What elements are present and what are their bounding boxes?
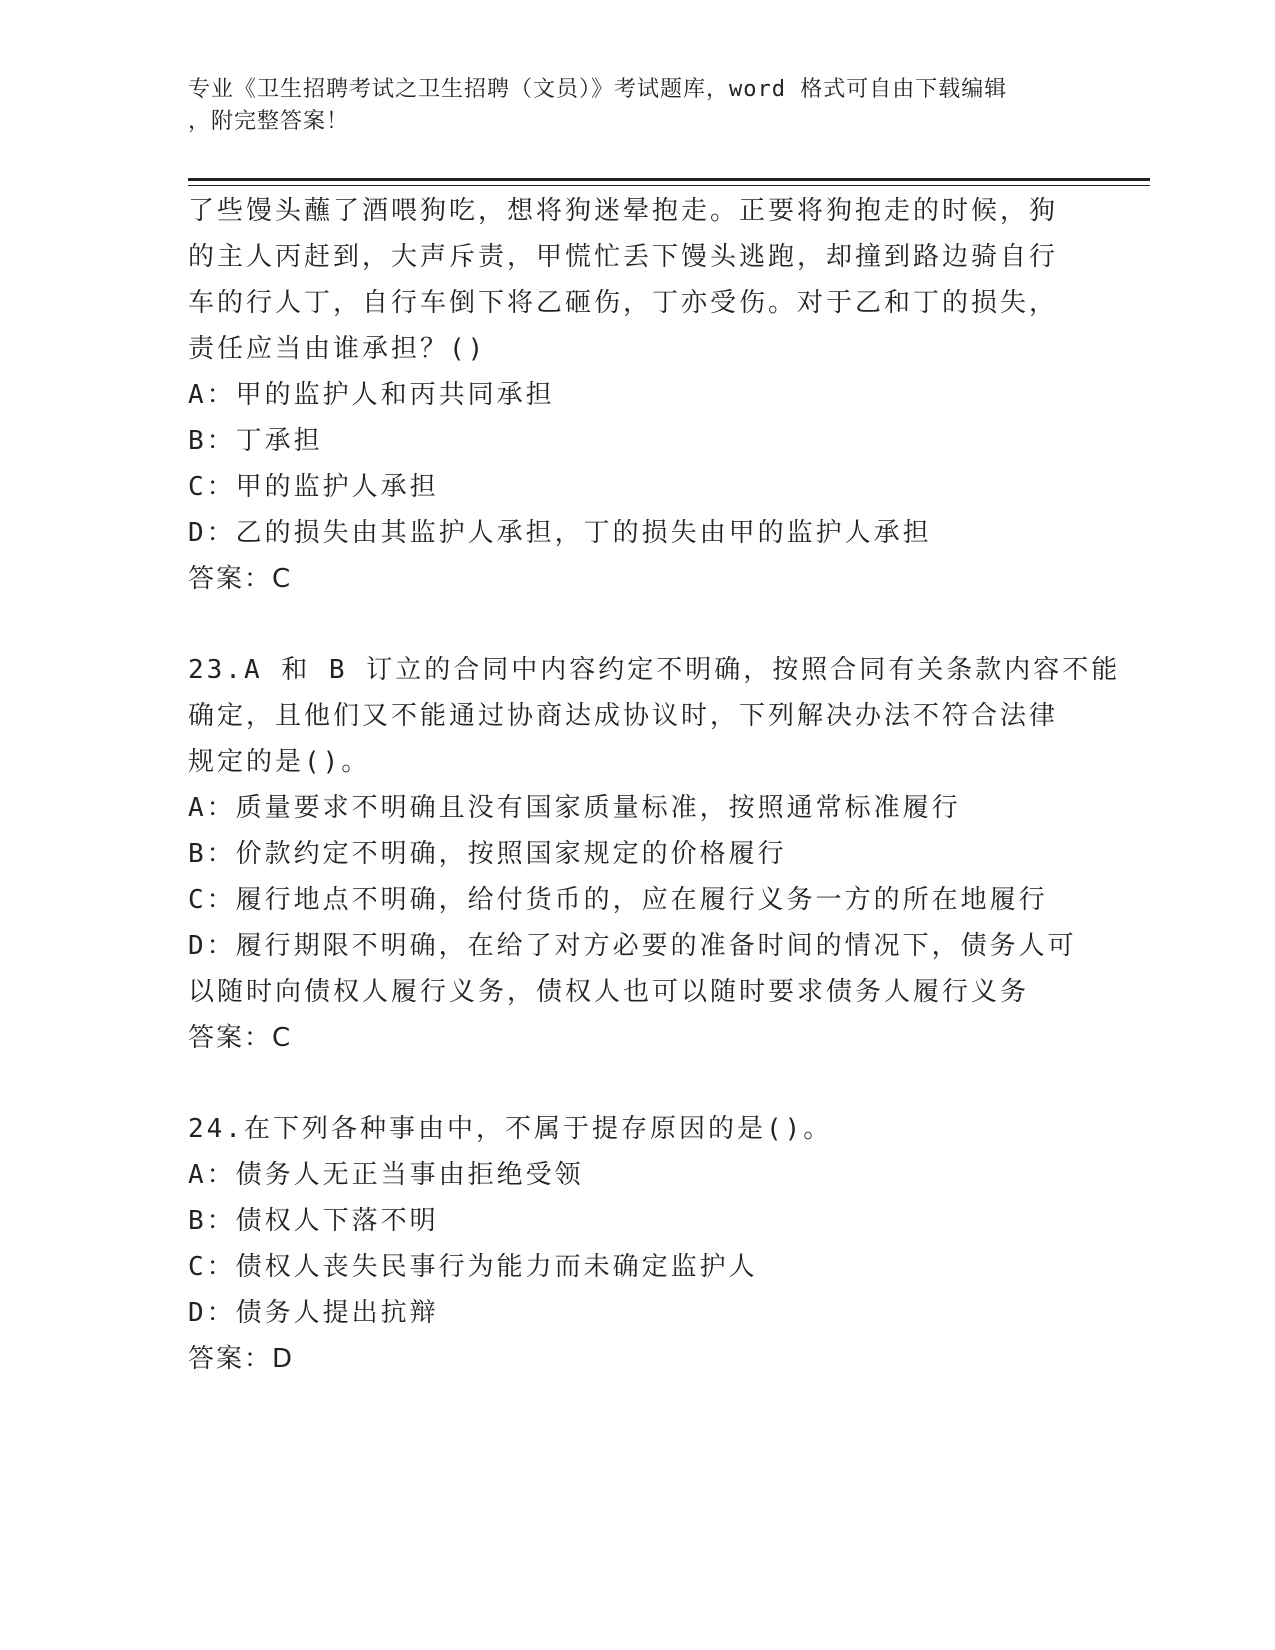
option-d: D：履行期限不明确，在给了对方必要的准备时间的情况下，债务人可 <box>188 931 1077 961</box>
question-22 <box>188 188 1088 602</box>
question-stem-line: 的主人丙赶到，大声斥责，甲慌忙丢下馒头逃跑，却撞到路边骑自行 <box>188 242 1059 272</box>
answer-line: 答案：C <box>188 1023 293 1053</box>
option-c: C：债权人丧失民事行为能力而未确定监护人 <box>188 1252 758 1282</box>
option-b: B：丁承担 <box>188 426 323 456</box>
question-23 <box>188 647 1121 1061</box>
header-divider <box>188 178 1150 181</box>
option-c: C：履行地点不明确，给付货币的，应在履行义务一方的所在地履行 <box>188 885 1048 915</box>
option-a: A：甲的监护人和丙共同承担 <box>188 380 555 410</box>
option-d: D：乙的损失由其监护人承担，丁的损失由甲的监护人承担 <box>188 518 932 548</box>
question-stem-line: 确定，且他们又不能通过协商达成协议时，下列解决办法不符合法律 <box>188 701 1059 731</box>
option-a: A：债务人无正当事由拒绝受领 <box>188 1160 584 1190</box>
answer-line: 答案：C <box>188 564 293 594</box>
page-header <box>188 74 1068 138</box>
option-a: A：质量要求不明确且没有国家质量标准，按照通常标准履行 <box>188 793 961 823</box>
question-stem-line: 规定的是()。 <box>188 747 371 777</box>
option-b: B：债权人下落不明 <box>188 1206 439 1236</box>
question-list <box>188 188 1121 1382</box>
header-divider-thin <box>188 185 1150 186</box>
question-stem-line: 车的行人丁，自行车倒下将乙砸伤，丁亦受伤。对于乙和丁的损失， <box>188 288 1059 318</box>
question-stem-line: 责任应当由谁承担？() <box>188 334 487 364</box>
question-spacer <box>188 1061 1088 1106</box>
answer-line: 答案：D <box>188 1344 295 1374</box>
question-stem-line: 了些馒头蘸了酒喂狗吃，想将狗迷晕抱走。正要将狗抱走的时候，狗 <box>188 196 1059 226</box>
question-spacer <box>188 602 1088 647</box>
header-title-line-continued: ，附完整答案！ <box>188 109 350 134</box>
question-stem-line: 24.在下列各种事由中，不属于提存原因的是()。 <box>188 1114 833 1144</box>
question-stem-line: 23.A 和 B 订立的合同中内容约定不明确，按照合同有关条款内容不能 <box>188 655 1121 685</box>
header-title-line: 专业《卫生招聘考试之卫生招聘（文员）》考试题库，word 格式可自由下载编辑 <box>188 77 1008 102</box>
option-d-continued: 以随时向债权人履行义务，债权人也可以随时要求债务人履行义务 <box>188 977 1030 1007</box>
option-b: B：价款约定不明确，按照国家规定的价格履行 <box>188 839 787 869</box>
option-c: C：甲的监护人承担 <box>188 472 439 502</box>
question-24 <box>188 1106 1088 1382</box>
option-d: D：债务人提出抗辩 <box>188 1298 439 1328</box>
